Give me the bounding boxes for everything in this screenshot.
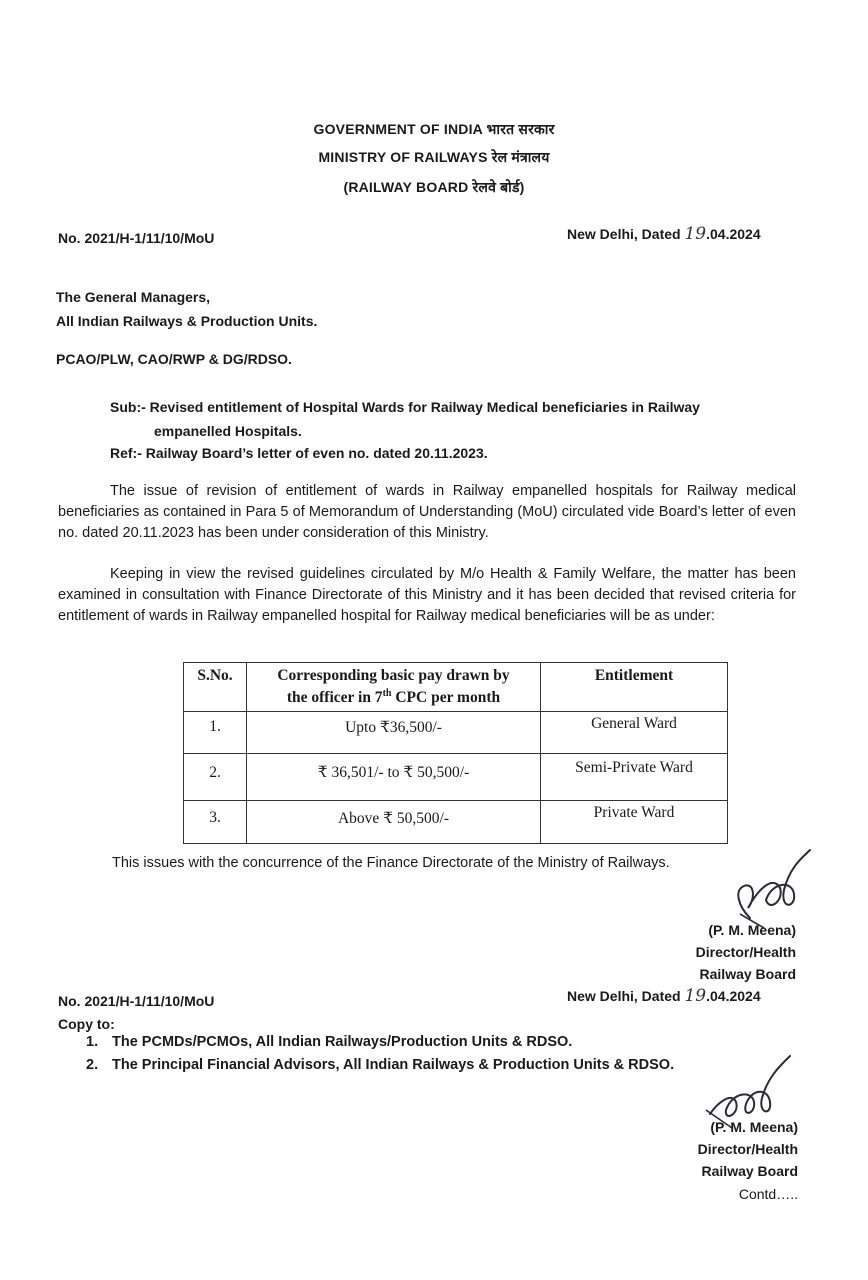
copy-date-suffix: .04.2024 [706,988,761,1004]
header-pay-pre: the officer in 7 [286,689,383,707]
reference-line: Ref:- Railway Board’s letter of even no. dated 20.11.2023. [110,445,488,461]
cell-entitlement: Semi-Private Ward [541,754,728,801]
addressee-line-3: PCAO/PLW, CAO/RWP & DG/RDSO. [56,351,292,367]
addressee-line-1: The General Managers, [56,289,211,305]
signature-2-designation: Director/Health [697,1141,798,1157]
cell-sno: 3. [184,801,247,844]
cell-sno: 1. [184,712,247,754]
header-basic-pay-line2 [247,685,540,707]
cell-sno: 2. [184,754,247,801]
header-government: GOVERNMENT OF INDIA भारत सरकार [313,121,555,137]
body-paragraph-2: Keeping in view the revised guidelines circulated by M/o Health & Family Welfare, the matter has been examined in consultation with Finance Directorate of this Ministry and it has been decided that revised criteria for entitlement of wards in Railway empanelled hospital for Railway medical beneficiaries will be as under: [58,566,796,624]
signature-1-image [720,846,816,930]
copy-item-1-text: The PCMDs/PCMOs, All Indian Railways/Production Units & RDSO. [112,1034,573,1050]
signature-2-name: (P. M. Meena) [710,1119,798,1135]
cell-pay: Above ₹ 50,500/- [247,801,541,844]
letter-number: No. 2021/H-1/11/10/MoU [58,230,215,246]
cell-pay: Upto ₹36,500/- [247,712,541,754]
header-entitlement: Entitlement [541,663,728,712]
copy-item-2-text: The Principal Financial Advisors, All Indian Railways & Production Units & RDSO. [112,1057,675,1073]
copy-letter-number: No. 2021/H-1/11/10/MoU [58,993,215,1009]
copy-to-label: Copy to: [58,1016,115,1032]
continued-marker: Contd….. [738,1186,798,1202]
cell-entitlement: Private Ward [541,801,728,844]
signature-1-designation: Director/Health [695,944,796,960]
signature-2-office: Railway Board [701,1163,798,1179]
copy-date-day-handwritten: 19 [684,986,707,1006]
date-day-handwritten: 19 [684,224,707,244]
table-row [184,754,728,801]
table-header-row [184,663,728,712]
body-paragraph-1: The issue of revision of entitlement of wards in Railway empanelled hospitals for Railway medical beneficiaries as contained in Para 5 of Memorandum of Understanding (MoU) circulated vide Board’s letter of even no. dated 20.11.2023 has been under consideration of this Ministry. [58,483,796,541]
signature-1-office: Railway Board [699,966,796,982]
cell-entitlement: General Ward [541,712,728,754]
header-pay-post: CPC per month [391,689,501,707]
closing-statement: This issues with the concurrence of the Finance Directorate of the Ministry of Railways. [112,855,670,871]
header-basic-pay-line1: Corresponding basic pay drawn by [277,667,510,684]
date-prefix: New Delhi, Dated [567,226,681,242]
copy-item-1-number: 1. [86,1034,99,1050]
subject-line-1: Sub:- Revised entitlement of Hospital Wards for Railway Medical beneficiaries in Railway [110,399,700,415]
date-suffix: .04.2024 [706,226,761,242]
header-pay-sup: th [382,688,392,699]
subject-line-2: empanelled Hospitals. [154,423,302,439]
header-board: (RAILWAY BOARD रेलवे बोर्ड) [343,179,525,195]
header-ministry: MINISTRY OF RAILWAYS रेल मंत्रालय [318,149,550,165]
letter-date [567,224,761,244]
copy-letter-date [567,986,761,1006]
header-sno: S.No. [184,663,247,712]
table-row [184,801,728,844]
addressee-line-2: All Indian Railways & Production Units. [56,313,318,329]
copy-date-prefix: New Delhi, Dated [567,988,681,1004]
copy-item-2-number: 2. [86,1057,99,1073]
header-basic-pay [247,663,541,712]
table-row [184,712,728,754]
signature-1-name: (P. M. Meena) [708,922,796,938]
entitlement-table [183,662,728,844]
cell-pay: ₹ 36,501/- to ₹ 50,500/- [247,754,541,801]
